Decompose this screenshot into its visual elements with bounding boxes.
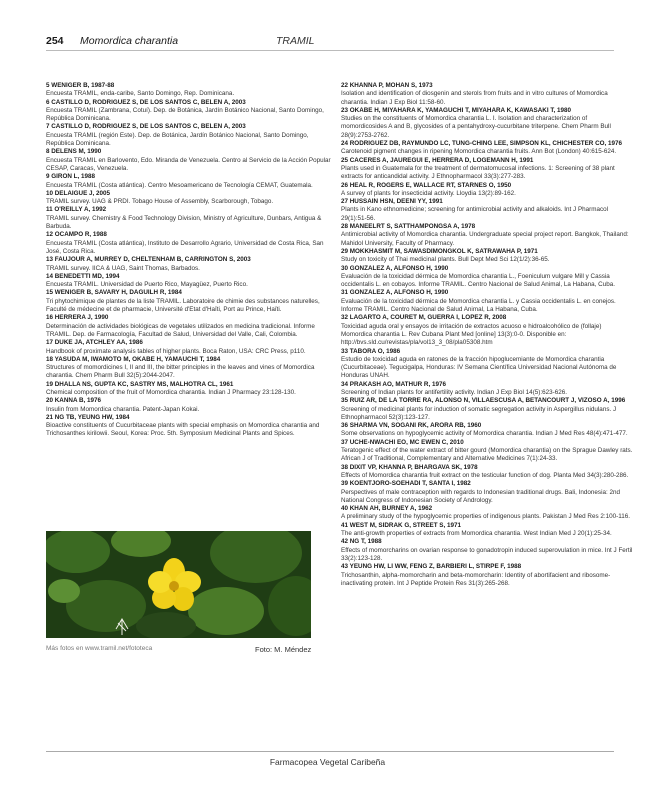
reference-heading: 5 WENIGER B, 1987-88 xyxy=(46,82,115,89)
reference-body: Screening of medicinal plants for induction of somatic segregation activity in Aspergillus nidulans. J Ethnopharmacol 52(3):123-127. xyxy=(341,405,617,421)
reference-heading: 24 RODRIGUEZ DB, RAYMUNDO LC, TUNG-CHING LEE, SIMPSON KL, CHICHESTER CO, 1976 xyxy=(341,140,623,148)
reference-entry xyxy=(341,439,633,464)
reference-entry xyxy=(341,248,633,265)
reference-entry xyxy=(341,480,633,505)
reference-entry xyxy=(341,223,633,248)
reference-entry xyxy=(46,339,338,356)
reference-body: Encuesta TRAMIL, enda-caribe, Santo Domingo, Rep. Dominicana. xyxy=(46,90,235,98)
reference-heading: 39 KOENTJORO-SOEHADI T, SANTA I, 1982 xyxy=(341,480,471,488)
reference-body: Evaluación de la toxicidad dérmica de Momordica charantia L., Foeniculum vulgare Mill y Cassia occidentalis L. en cobayos. Informe TRAMIL. Centro Nacional de Salud Animal, La Habana, Cuba. xyxy=(341,272,615,289)
reference-heading: 20 KANNA B, 1976 xyxy=(46,397,102,405)
reference-body: Encuesta TRAMIL en Barlovento, Edo. Miranda de Venezuela. Centro al Servicio de la Acción Popular CESAP, Caracas, Venezuela. xyxy=(46,156,331,172)
reference-body: A survey of plants for insecticidal activity. Lloydia 13(2):89-162. xyxy=(341,189,516,197)
reference-entry xyxy=(341,140,633,157)
reference-entry xyxy=(341,348,633,381)
reference-heading: 13 FAUJOUR A, MURREY D, CHELTENHAM B, CARRINGTON S, 2003 xyxy=(46,256,251,264)
reference-entry xyxy=(341,381,633,398)
reference-heading: 14 BENEDETTI MD, 1994 xyxy=(46,272,120,280)
reference-heading: 19 DHALLA NS, GUPTA KC, SASTRY MS, MALHOTRA CL, 1961 xyxy=(46,380,234,388)
reference-heading: 9 GIRON L, 1988 xyxy=(46,173,95,181)
plant-photo xyxy=(46,531,311,638)
reference-body: Screening of Indian plants for antifertility activity. Indian J Exp Biol 14(5):623-626. xyxy=(341,388,567,396)
reference-body: Carotenoid pigment changes in ripening Momordica charantia fruits. Ann Bot (London) 40:615-624. xyxy=(341,148,617,156)
reference-heading: 30 GONZALEZ A, ALFONSO H, 1990 xyxy=(341,264,449,272)
reference-heading: 29 MOKKHASMIT M, SAWASDIMONGKOL K, SATRAWAHA P, 1971 xyxy=(341,247,538,255)
reference-entry xyxy=(341,182,633,199)
reference-entry xyxy=(341,265,633,290)
references-right-column xyxy=(341,82,633,588)
reference-entry xyxy=(46,190,338,207)
reference-heading: 8 DELENS M, 1990 xyxy=(46,148,102,156)
reference-body: Teratogenic effect of the water extract of bitter gourd (Momordica charantia) on the Sprague Dawley rats. African J of Traditional, Complementary and Alternative Medicines 7(1):24-33. xyxy=(341,447,633,463)
reference-heading: 40 KHAN AH, BURNEY A, 1962 xyxy=(341,505,433,513)
page-number: 254 xyxy=(46,35,64,47)
tramil-brand: TRAMIL xyxy=(276,35,315,47)
reference-heading: 16 HERRERA J, 1990 xyxy=(46,314,109,322)
reference-heading: 42 NG T, 1988 xyxy=(341,538,382,546)
reference-entry xyxy=(341,522,633,539)
reference-entry xyxy=(341,289,633,314)
footer-rule xyxy=(46,751,614,752)
reference-body: Bioactive constituents of Cucurbitaceae plants with special emphasis on Momordica charantia and Trichosanthes kirilowii. Seoul, Korea: Proc. 5th. Symposium Medicinal Plants and Spices. xyxy=(46,422,320,438)
page-footer: Farmacopea Vegetal Caribeña xyxy=(269,757,386,767)
photo-credit: Foto: M. Méndez xyxy=(255,645,312,654)
reference-entry xyxy=(46,289,338,314)
reference-body: Toxicidad aguda oral y ensayos de irritación de extractos acuoso e hidroalcohólico de (follaje) Momordica charantia L. Rev Cubana Plant Med [online] 13(3):0-0. Disponible en: http://bvs.sld.cu/revistas/pla/vol13_3_08/pla05308.htm xyxy=(341,322,602,347)
page-header xyxy=(46,35,614,49)
reference-body: Encuesta TRAMIL (Costa atlántica). Centro Mesoamericano de Tecnología CEMAT, Guatemala. xyxy=(46,181,313,189)
reference-body: TRAMIL survey. UAG & PRDI. Tobago House of Assembly, Scarborough, Tobago. xyxy=(46,198,274,206)
reference-heading: 31 GONZALEZ A, ALFONSO H, 1990 xyxy=(341,289,449,297)
reference-body: Effects of momorcharins on ovarian response to gonadotropin induced superovulation in mice. Int J Fertil 33(2):123-128. xyxy=(341,546,633,562)
reference-heading: 37 UCHE-NWACHI EO, MC EWEN C, 2010 xyxy=(341,438,464,446)
reference-heading: 17 DUKE JA, ATCHLEY AA, 1986 xyxy=(46,339,143,347)
reference-body: The anti-growth properties of extracts from Momordica charantia. West Indian Med J 20(1):25-34. xyxy=(341,530,612,538)
reference-body: Trichosanthin, alpha-momorcharin and beta-momorcharin: Identity of abortifacient and ribosome-inactivating protein. Int J Peptide Protein Res 31(3):265-268. xyxy=(341,571,611,587)
reference-entry xyxy=(46,356,338,381)
reference-body: Insulin from Momordica charantia. Patent-Japan Kokai. xyxy=(46,405,200,413)
reference-entry xyxy=(341,157,633,182)
reference-body: Estudio de toxicidad aguda en ratones de la fracción hipoglucemiante de Momordica charantia (Cucurbitaceae). Tegucigalpa, Honduras: IV Semana Científica Universidad Nacional Autónoma de Honduras UNAH. xyxy=(341,355,617,380)
reference-entry xyxy=(341,464,633,481)
reference-entry xyxy=(46,231,338,256)
species-name: Momordica charantia xyxy=(80,35,179,47)
photo-credit-link: Más fotos en www.tramil.net/fototeca xyxy=(46,645,153,652)
reference-heading: 7 CASTILLO D, RODRIGUEZ S, DE LOS SANTOS C, BELEN A, 2003 xyxy=(46,123,246,131)
reference-entry xyxy=(341,107,633,140)
reference-heading: 26 HEAL R, ROGERS E, WALLACE RT, STARNES O, 1950 xyxy=(341,181,512,189)
reference-body: Plants used in Guatemala for the treatment of dermatomucosal infections. 1: Screening of 38 plant extracts for anticandidal activity. J Ethnopharmacol 33(3):277-283. xyxy=(341,164,615,181)
reference-body: Encuesta TRAMIL (Zambrana, Cotuí). Dep. de Botánica, Jardín Botánico Nacional, Santo Domingo, República Dominicana. xyxy=(46,106,324,123)
reference-body: Tri phytochimique de plantes de la liste TRAMIL. Laboratoire de chimie des substances naturelles, Faculté de médecine et de pharmacie, Université d'Etat d'Haïti, Port au Prince, Haïti. xyxy=(46,297,320,314)
reference-heading: 35 RUIZ AR, DE LA TORRE RA, ALONSO N, VILLAESCUSA A, BETANCOURT J, VIZOSO A, 1996 xyxy=(341,397,626,405)
reference-entry xyxy=(46,256,338,273)
reference-heading: 33 TABORA O, 1986 xyxy=(341,347,401,355)
references-left-column xyxy=(46,82,338,439)
reference-body: Antimicrobial activity of Momordica charantia. Undergraduate special project report. Bangkok, Thailand: Mahidol University, Faculty of Pharmacy. xyxy=(341,231,629,247)
reference-entry xyxy=(46,123,338,148)
reference-heading: 32 LAGARTO A, COURET M, GUERRA I, LOPEZ R, 2008 xyxy=(341,314,507,322)
reference-body: A preliminary study of the hypoglycemic properties of indigenous plants. Pakistan J Med Res 2:100-116. xyxy=(341,513,630,521)
reference-entry xyxy=(341,505,633,522)
reference-heading: 36 SHARMA VN, SOGANI RK, ARORA RB, 1960 xyxy=(341,422,482,430)
reference-heading: 34 PRAKASH AO, MATHUR R, 1976 xyxy=(341,380,446,388)
reference-entry xyxy=(341,314,633,347)
reference-entry xyxy=(46,206,338,231)
reference-body: Studies on the constituents of Momordica charantia L. I. Isolation and characterization of momordicosides A and B, glycosides of a pentahydroxy-cucurbitane triterpene. Chem Pharm Bull 28(9):2753-2762. xyxy=(341,115,611,139)
reference-entry xyxy=(341,397,633,422)
reference-heading: 41 WEST M, SIDRAK G, STREET S, 1971 xyxy=(341,521,462,529)
reference-body: Handbook of proximate analysis tables of higher plants. Boca Raton, USA: CRC Press, p110. xyxy=(46,347,306,355)
reference-entry xyxy=(341,422,633,439)
reference-entry xyxy=(46,381,338,398)
reference-body: Effects of Momordica charantia fruit extract on the testicular function of dog. Planta Med 34(3):280-286. xyxy=(341,471,629,479)
reference-heading: 10 DELAIGUE J, 2005 xyxy=(46,189,111,197)
reference-body: Structures of momordicines I, II and III, the bitter principles in the leaves and vines of Momordica charantia. Chem Pharm Bull 32(5):2044-2047. xyxy=(46,364,315,380)
reference-entry xyxy=(341,198,633,223)
reference-entry xyxy=(46,82,338,99)
reference-heading: 6 CASTILLO D, RODRIGUEZ S, DE LOS SANTOS C, BELEN A, 2003 xyxy=(46,98,246,106)
reference-body: Encuesta TRAMIL (Costa atlántica), Instituto de Desarrollo Agrario, Universidad de Costa Rica, San José, Costa Rica. xyxy=(46,239,324,255)
reference-heading: 28 MANEELRT S, SATTHAMPONGSA A, 1978 xyxy=(341,223,476,231)
reference-entry xyxy=(341,538,633,563)
reference-entry xyxy=(341,563,633,588)
reference-body: Isolation and identification of diosgenin and sterols from fruits and in vitro cultures of Momordica charantia. Indian J Exp Biol 11:58-60. xyxy=(341,90,608,106)
reference-body: Chemical composition of the fruit of Momordica charantia. Indian J Pharmacy 23:128-130. xyxy=(46,388,296,396)
reference-entry xyxy=(46,314,338,339)
reference-entry xyxy=(46,273,338,290)
reference-heading: 22 KHANNA P, MOHAN S, 1973 xyxy=(341,82,433,89)
reference-entry xyxy=(46,173,338,190)
reference-heading: 12 OCAMPO R, 1988 xyxy=(46,231,107,239)
reference-heading: 18 YASUDA M, IWAMOTO M, OKABE H, YAMAUCHI T, 1984 xyxy=(46,355,221,363)
reference-body: Encuesta TRAMIL. Universidad de Puerto Rico, Mayagüez, Puerto Rico. xyxy=(46,281,248,289)
reference-entry xyxy=(46,148,338,173)
reference-body: Some observations on hypoglycemic activity of Momordica charantia. Indian J Med Res 48(4):471-477. xyxy=(341,430,628,438)
reference-body: Determinación de actividades biológicas de vegetales utilizados en medicina tradicional. Informe TRAMIL. Dep. de Farmacología, Facultad de Salud, Universidad del Valle, Cali, Colombia. xyxy=(46,322,315,338)
reference-body: TRAMIL survey. IICA & UAG, Saint Thomas, Barbados. xyxy=(46,264,200,272)
reference-heading: 23 OKABE H, MIYAHARA K, YAMAGUCHI T, MIYAHARA K, KAWASAKI T, 1980 xyxy=(341,106,571,114)
reference-heading: 21 NG TB, YEUNG HW, 1984 xyxy=(46,413,130,421)
reference-body: Study on toxicity of Thai medicinal plants. Bull Dept Med Sci 12(1/2):36-65. xyxy=(341,256,550,264)
reference-entry xyxy=(46,99,338,124)
reference-entry xyxy=(46,397,338,414)
bitter-melon-flower-photo xyxy=(46,531,311,638)
reference-body: Perspectives of male contraception with regards to Indonesian traditional drugs. Bali, Indonesia: 2nd National Congress of Indonesian Society of Andrology. xyxy=(341,488,620,504)
reference-entry xyxy=(46,414,338,439)
reference-heading: 15 WENIGER B, SAVARY H, DAGUILH R, 1984 xyxy=(46,289,182,297)
reference-body: TRAMIL survey. Chemistry & Food Technology Division, Ministry of Agriculture, Dunbars, Antigua & Barbuda. xyxy=(46,214,322,231)
reference-heading: 25 CACERES A, JAUREGUI E, HERRERA D, LOGEMANN H, 1991 xyxy=(341,156,534,164)
reference-heading: 43 YEUNG HW, LI WW, FENG Z, BARBIERI L, STIRPE F, 1988 xyxy=(341,563,522,571)
header-rule xyxy=(46,50,614,51)
reference-entry xyxy=(341,82,633,107)
reference-heading: 11 O'REILLY A, 1992 xyxy=(46,206,107,214)
reference-heading: 38 DIXIT VP, KHANNA P, BHARGAVA SK, 1978 xyxy=(341,463,478,471)
reference-body: Plants in Kano ethnomedicine; screening for antimicrobial activity and alkaloids. Int J Pharmacol 29(1):51-56. xyxy=(341,206,609,222)
reference-body: Encuesta TRAMIL (región Este). Dep. de Botánica, Jardín Botánico Nacional, Santo Domingo, República Dominicana. xyxy=(46,131,309,148)
reference-heading: 27 HUSSAIN HSN, DEENI YY, 1991 xyxy=(341,198,443,206)
reference-body: Evaluación de la toxicidad dérmica de Momordica charantia L. y Cassia occidentalis L. en conejos. Informe TRAMIL. Centro Nacional de Salud Animal, La Habana, Cuba. xyxy=(341,297,616,314)
